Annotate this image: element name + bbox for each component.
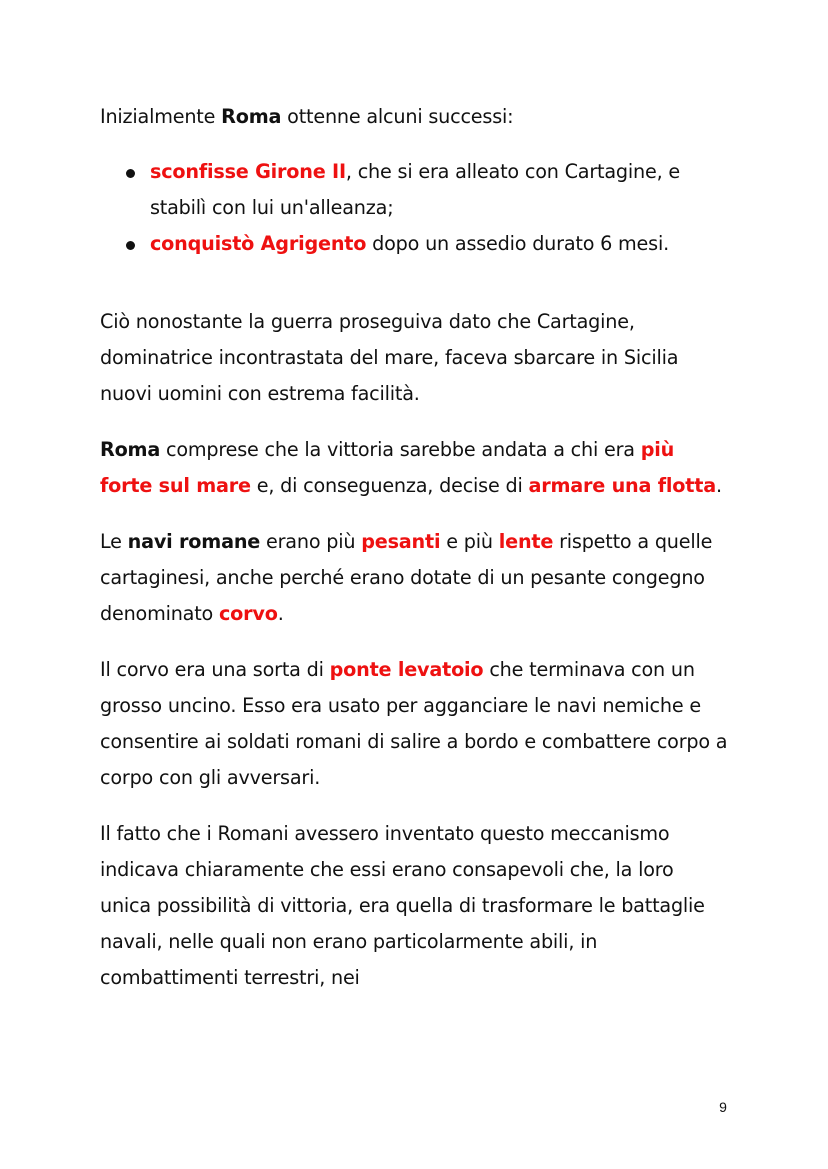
paragraph-text: . — [715, 474, 722, 497]
page-number: 9 — [719, 1099, 727, 1115]
paragraph-text: e, di conseguenza, decise di — [250, 474, 529, 497]
corvo-paragraph — [100, 652, 730, 796]
paragraph-text: Il corvo era una sorta di — [100, 658, 330, 681]
paragraph-text: che terminava con un grosso uncino. Esso era usato per agganciare le navi nemiche e consentire ai soldati romani di salire a bordo e combattere corpo a corpo con gli avversari. — [100, 658, 728, 789]
highlight-ponte-levatoio: ponte levatoio — [329, 658, 484, 681]
paragraph-text: erano più — [260, 530, 362, 553]
list-item-text: dopo un assedio durato 6 mesi. — [366, 232, 669, 255]
list-item — [100, 226, 730, 262]
intro-text: Inizialmente — [100, 105, 222, 128]
bold-navi-romane: navi romane — [127, 530, 261, 553]
paragraph-text: Le — [100, 530, 128, 553]
ships-paragraph — [100, 524, 730, 632]
bullet-icon — [126, 241, 135, 250]
war-continues-paragraph — [100, 304, 730, 412]
intro-text-end: ottenne alcuni successi: — [281, 105, 514, 128]
fleet-paragraph — [100, 432, 730, 504]
paragraph-text: Il fatto che i Romani avessero inventato questo meccanismo indicava chiaramente che essi erano consapevoli che, la loro unica possibilità di vittoria, era quella di trasformare le battaglie navali, nelle quali non erano particolarmente abili, in combattimenti terrestri, nei — [100, 822, 705, 989]
successes-list — [100, 154, 730, 262]
paragraph-text: . — [277, 602, 284, 625]
paragraph-text: comprese che la vittoria sarebbe andata a chi era — [160, 438, 641, 461]
bold-roma: Roma — [100, 438, 161, 461]
list-item — [100, 154, 730, 226]
paragraph-text: e più — [440, 530, 499, 553]
conclusion-paragraph — [100, 816, 730, 996]
highlight-forte-mare: più forte sul mare — [100, 438, 675, 497]
highlight-lente: lente — [498, 530, 554, 553]
highlight-armare-flotta: armare una flotta — [528, 474, 716, 497]
paragraph-text: Ciò nonostante la guerra proseguiva dato che Cartagine, dominatrice incontrastata del mare, faceva sbarcare in Sicilia nuovi uomini con estrema facilità. — [100, 310, 679, 405]
paragraph-text: rispetto a quelle cartaginesi, anche perché erano dotate di un pesante congegno denominato — [100, 530, 713, 625]
highlight-girone: sconfisse Girone II — [150, 160, 346, 183]
bullet-icon — [126, 169, 135, 178]
list-item-text: , che si era alleato con Cartagine, e stabilì con lui un'alleanza; — [150, 160, 680, 219]
highlight-pesanti: pesanti — [361, 530, 441, 553]
bold-roma: Roma — [221, 105, 282, 128]
page-body — [100, 99, 730, 996]
highlight-corvo: corvo — [219, 602, 278, 625]
intro-paragraph — [100, 99, 730, 135]
highlight-agrigento: conquistò Agrigento — [150, 232, 367, 255]
